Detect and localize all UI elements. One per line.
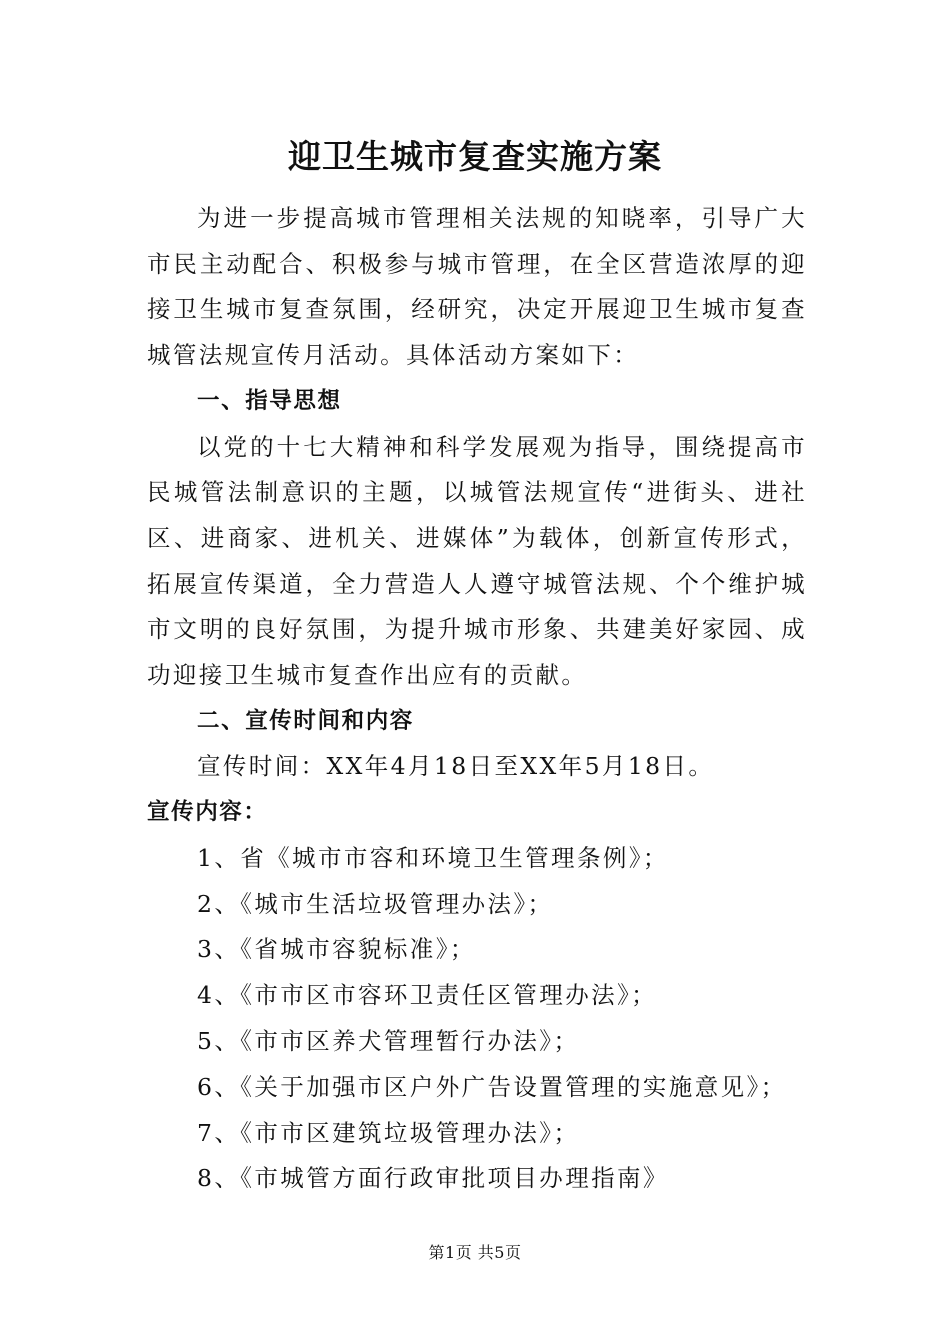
regulation-list <box>147 836 807 1202</box>
list-item: 8、《市城管方面行政审批项目办理指南》 <box>197 1164 669 1193</box>
list-item: 7、《市市区建筑垃圾管理办法》； <box>197 1118 580 1147</box>
list-item: 5、《市市区养犬管理暂行办法》； <box>197 1027 580 1056</box>
publicity-content-label: 宣传内容： <box>147 799 268 826</box>
section-heading-guiding-ideology: 一、指导思想 <box>197 387 342 414</box>
publicity-time-line: 宣传时间：XX年4月18日至XX年5月18日。 <box>197 752 715 781</box>
document-body <box>147 196 807 1202</box>
list-item: 6、《关于加强市区户外广告设置管理的实施意见》； <box>197 1072 787 1101</box>
list-item: 3、《省城市容貌标准》； <box>197 935 476 964</box>
intro-paragraph: 为进一步提高城市管理相关法规的知晓率，引导广大市民主动配合、积极参与城市管理，在全区营造浓厚的迎接卫生城市复查氛围，经研究，决定开展迎卫生城市复查城管法规宣传月活动。具体活动方案如下： <box>147 204 807 370</box>
list-item: 4、《市市区市容环卫责任区管理办法》； <box>197 981 658 1010</box>
document-title: 迎卫生城市复查实施方案 <box>288 137 662 176</box>
list-item: 2、《城市生活垃圾管理办法》； <box>197 889 554 918</box>
guiding-ideology-paragraph: 以党的十七大精神和科学发展观为指导，围绕提高市民城管法制意识的主题，以城管法规宣传“进街头、进社区、进商家、进机关、进媒体”为载体，创新宣传形式，拓展宣传渠道，全力营造人人遵守城管法规、个个维护城市文明的良好氛围，为提升城市形象、共建美好家园、成功迎接卫生城市复查作出应有的贡献。 <box>147 432 807 690</box>
page-indicator: 第1页 共5页 <box>428 1243 522 1262</box>
list-item: 1、省《城市市容和环境卫生管理条例》； <box>197 843 669 872</box>
section-heading-time-and-content: 二、宣传时间和内容 <box>197 707 414 734</box>
